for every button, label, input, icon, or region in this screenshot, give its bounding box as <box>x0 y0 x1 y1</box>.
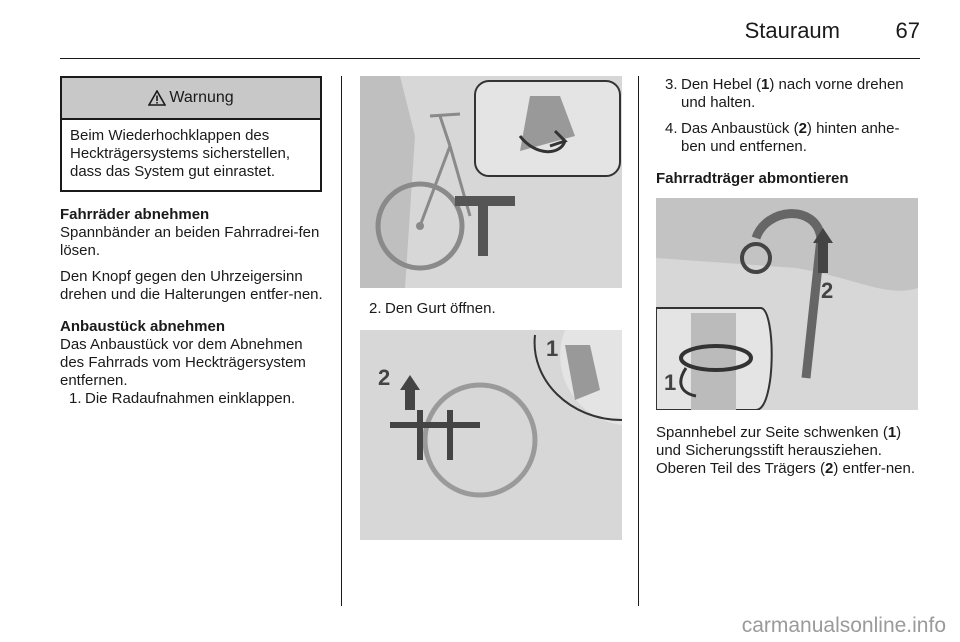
paragraph-knob: Den Knopf gegen den Uhrzeigersinn drehen und die Halterungen entfer-nen. <box>60 268 323 303</box>
step-2 <box>360 300 622 318</box>
step-text: Den Gurt öffnen. <box>385 300 496 317</box>
heading-dismount-carrier: Fahrradträger abmontieren <box>656 170 849 187</box>
step-number: 1. <box>69 390 82 407</box>
figure-label: 2 <box>378 365 391 390</box>
right-column <box>656 76 922 478</box>
part-ref: 2 <box>824 460 834 477</box>
step-4 <box>656 120 922 156</box>
figure-attachment <box>360 330 622 540</box>
warning-title: Warnung <box>169 89 234 106</box>
step-3 <box>656 76 922 112</box>
figure-label: 1 <box>546 336 559 361</box>
step-text: Die Radaufnahmen einklappen. <box>85 390 296 407</box>
text-span: Spannhebel zur Seite schwenken ( <box>656 424 888 441</box>
step-number: 2. <box>369 300 382 317</box>
warning-header <box>62 78 320 120</box>
paragraph-lever <box>656 424 922 478</box>
watermark: carmanualsonline.info <box>741 614 946 637</box>
part-ref: 2 <box>798 120 807 137</box>
middle-column <box>360 76 622 540</box>
heading-remove-bikes: Fahrräder abnehmen <box>60 206 210 223</box>
text-span: ) und Sicherungsstift herausziehen. Oberen Teil des Trägers ( <box>656 424 902 477</box>
step-text: Den Hebel ( <box>681 76 762 93</box>
warning-box <box>60 76 322 192</box>
figure-bike-carrier <box>360 76 622 288</box>
step-list-1 <box>60 390 326 408</box>
warning-triangle-icon <box>148 90 166 106</box>
warning-text: Beim Wiederhochklappen des Heckträgersystems sicherstellen, dass das System gut einrastet. <box>70 127 291 180</box>
part-ref: 1 <box>887 424 897 441</box>
section-title: Stauraum <box>744 18 840 43</box>
step-text: ) hinten anhe-ben und entfernen. <box>681 120 900 155</box>
column-divider-left <box>341 76 342 606</box>
figure-label: 2 <box>821 278 834 303</box>
step-list-3 <box>656 76 922 156</box>
step-number: 4. <box>665 120 678 137</box>
figure-carrier-lever <box>656 198 918 410</box>
paragraph-attachment: Das Anbaustück vor dem Abnehmen des Fahrrads vom Heckträgersystem entfernen. <box>60 336 306 389</box>
step-list-2 <box>360 300 622 318</box>
step-text: Das Anbaustück ( <box>681 120 799 137</box>
left-column <box>60 76 326 408</box>
part-ref: 1 <box>761 76 770 93</box>
paragraph-straps: Spannbänder an beiden Fahrradrei-fen lösen. <box>60 224 320 259</box>
page-number: 67 <box>895 18 920 43</box>
step-1 <box>60 390 326 408</box>
step-number: 3. <box>665 76 678 93</box>
text-span: ) entfer-nen. <box>833 460 916 477</box>
step-text: ) nach vorne drehen und halten. <box>681 76 904 111</box>
figure-label: 1 <box>664 370 677 395</box>
heading-remove-attachment: Anbaustück abnehmen <box>60 318 226 335</box>
column-divider-right <box>638 76 639 606</box>
header-rule <box>60 58 920 59</box>
